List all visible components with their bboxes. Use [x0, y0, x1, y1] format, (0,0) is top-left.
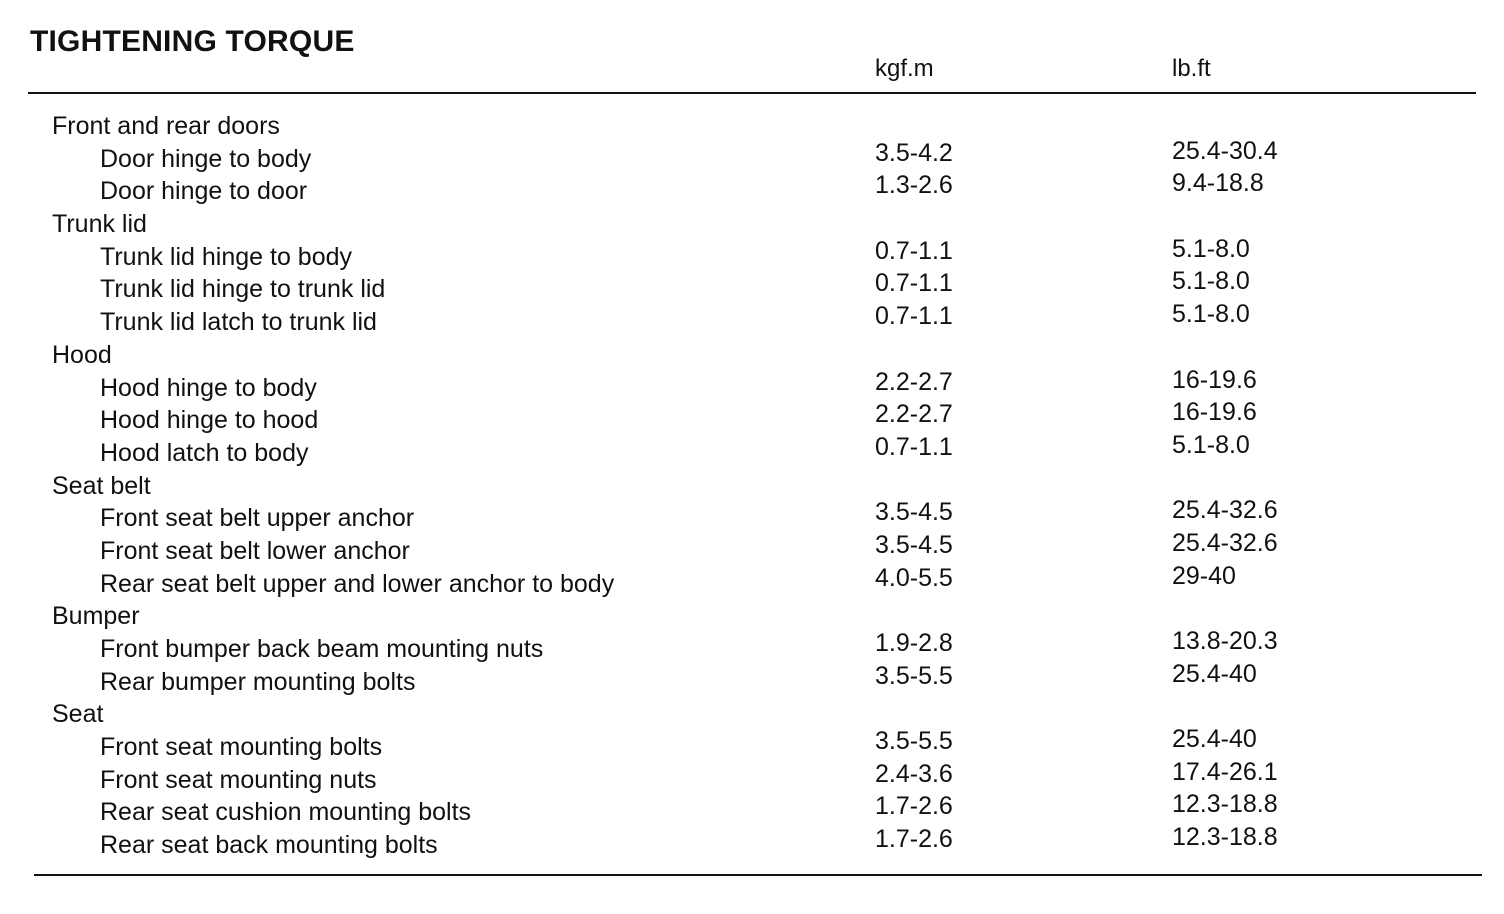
- kgf-value: 1.3-2.6: [875, 171, 953, 200]
- column-header-kgf: kgf.m: [875, 55, 934, 82]
- section-row: [0, 470, 1504, 503]
- kgf-value: 0.7-1.1: [875, 302, 953, 331]
- footer-divider: [34, 874, 1482, 876]
- table-row: [0, 234, 1504, 274]
- table-row: [0, 267, 1504, 306]
- section-row: [0, 110, 1504, 143]
- lbft-value: 29-40: [1172, 561, 1236, 590]
- column-header-lbft: lb.ft: [1172, 55, 1211, 82]
- item-label: Rear seat belt upper and lower anchor to body: [100, 569, 615, 598]
- lbft-value: 12.3-18.8: [1172, 823, 1278, 852]
- section-heading: Bumper: [52, 602, 140, 631]
- lbft-value: 5.1-8.0: [1172, 267, 1250, 296]
- table-row: [0, 659, 1504, 699]
- item-label: Front seat mounting bolts: [100, 733, 383, 762]
- item-label: Front seat belt upper anchor: [100, 504, 415, 533]
- item-label: Trunk lid hinge to body: [100, 242, 353, 271]
- table-row: [0, 430, 1504, 470]
- kgf-value: 2.2-2.7: [875, 367, 953, 396]
- item-label: Front bumper back beam mounting nuts: [100, 635, 544, 663]
- lbft-value: 16-19.6: [1172, 365, 1257, 394]
- lbft-value: 12.3-18.8: [1172, 790, 1278, 819]
- table-row: [0, 398, 1504, 437]
- lbft-value: 25.4-32.6: [1172, 528, 1278, 557]
- item-label: Door hinge to body: [100, 144, 312, 173]
- kgf-value: 0.7-1.1: [875, 432, 953, 461]
- kgf-value: 1.9-2.8: [875, 629, 953, 657]
- header-divider: [28, 92, 1476, 94]
- lbft-value: 5.1-8.0: [1172, 430, 1250, 459]
- table-row: [0, 496, 1504, 535]
- kgf-value: 3.5-5.5: [875, 661, 953, 690]
- item-label: Door hinge to door: [100, 177, 308, 206]
- kgf-value: 4.0-5.5: [875, 563, 953, 592]
- item-label: Rear seat back mounting bolts: [100, 831, 438, 860]
- item-label: Hood hinge to hood: [100, 406, 319, 435]
- kgf-value: 3.5-5.5: [875, 727, 953, 756]
- table-row: [0, 757, 1504, 797]
- item-label: Front seat mounting nuts: [100, 765, 377, 794]
- table-row: [0, 823, 1504, 862]
- section-heading: Hood: [52, 340, 112, 369]
- table-row: [0, 790, 1504, 829]
- kgf-value: 3.5-4.2: [875, 138, 953, 167]
- kgf-value: 1.7-2.6: [875, 792, 953, 821]
- table-row: [0, 725, 1504, 764]
- item-label: Rear bumper mounting bolts: [100, 667, 416, 696]
- section-row: [0, 339, 1504, 372]
- table-row: [0, 561, 1504, 601]
- kgf-value: 2.2-2.7: [875, 400, 953, 429]
- lbft-value: 17.4-26.1: [1172, 757, 1278, 786]
- item-label: Rear seat cushion mounting bolts: [100, 798, 472, 827]
- lbft-value: 13.8-20.3: [1172, 627, 1278, 655]
- item-label: Hood hinge to body: [100, 373, 317, 402]
- kgf-value: 3.5-4.5: [875, 498, 953, 527]
- lbft-value: 25.4-30.4: [1172, 136, 1278, 165]
- kgf-value: 0.7-1.1: [875, 236, 953, 265]
- lbft-value: 5.1-8.0: [1172, 234, 1250, 263]
- table-row: [0, 365, 1504, 405]
- table-row: [0, 300, 1504, 339]
- lbft-value: 25.4-32.6: [1172, 496, 1278, 525]
- section-heading: Trunk lid: [52, 210, 147, 239]
- section-row: [0, 208, 1504, 241]
- kgf-value: 2.4-3.6: [875, 759, 953, 788]
- item-label: Hood latch to body: [100, 438, 309, 467]
- table-row: [0, 169, 1504, 208]
- lbft-value: 5.1-8.0: [1172, 300, 1250, 329]
- item-label: Trunk lid latch to trunk lid: [100, 308, 377, 337]
- page-title: TIGHTENING TORQUE: [30, 25, 355, 58]
- section-heading: Seat: [52, 700, 104, 729]
- lbft-value: 16-19.6: [1172, 398, 1257, 427]
- table-row: [0, 528, 1504, 568]
- section-row: [0, 600, 1504, 633]
- section-heading: Seat belt: [52, 471, 151, 500]
- lbft-value: 9.4-18.8: [1172, 169, 1264, 198]
- table-row: [0, 627, 1504, 666]
- lbft-value: 25.4-40: [1172, 659, 1257, 688]
- item-label: Front seat belt lower anchor: [100, 536, 410, 565]
- kgf-value: 0.7-1.1: [875, 269, 953, 298]
- kgf-value: 3.5-4.5: [875, 530, 953, 559]
- torque-table: [0, 110, 1504, 862]
- lbft-value: 25.4-40: [1172, 725, 1257, 754]
- table-row: [0, 136, 1504, 176]
- section-heading: Front and rear doors: [52, 112, 280, 140]
- kgf-value: 1.7-2.6: [875, 825, 953, 854]
- item-label: Trunk lid hinge to trunk lid: [100, 275, 386, 304]
- section-row: [0, 698, 1504, 731]
